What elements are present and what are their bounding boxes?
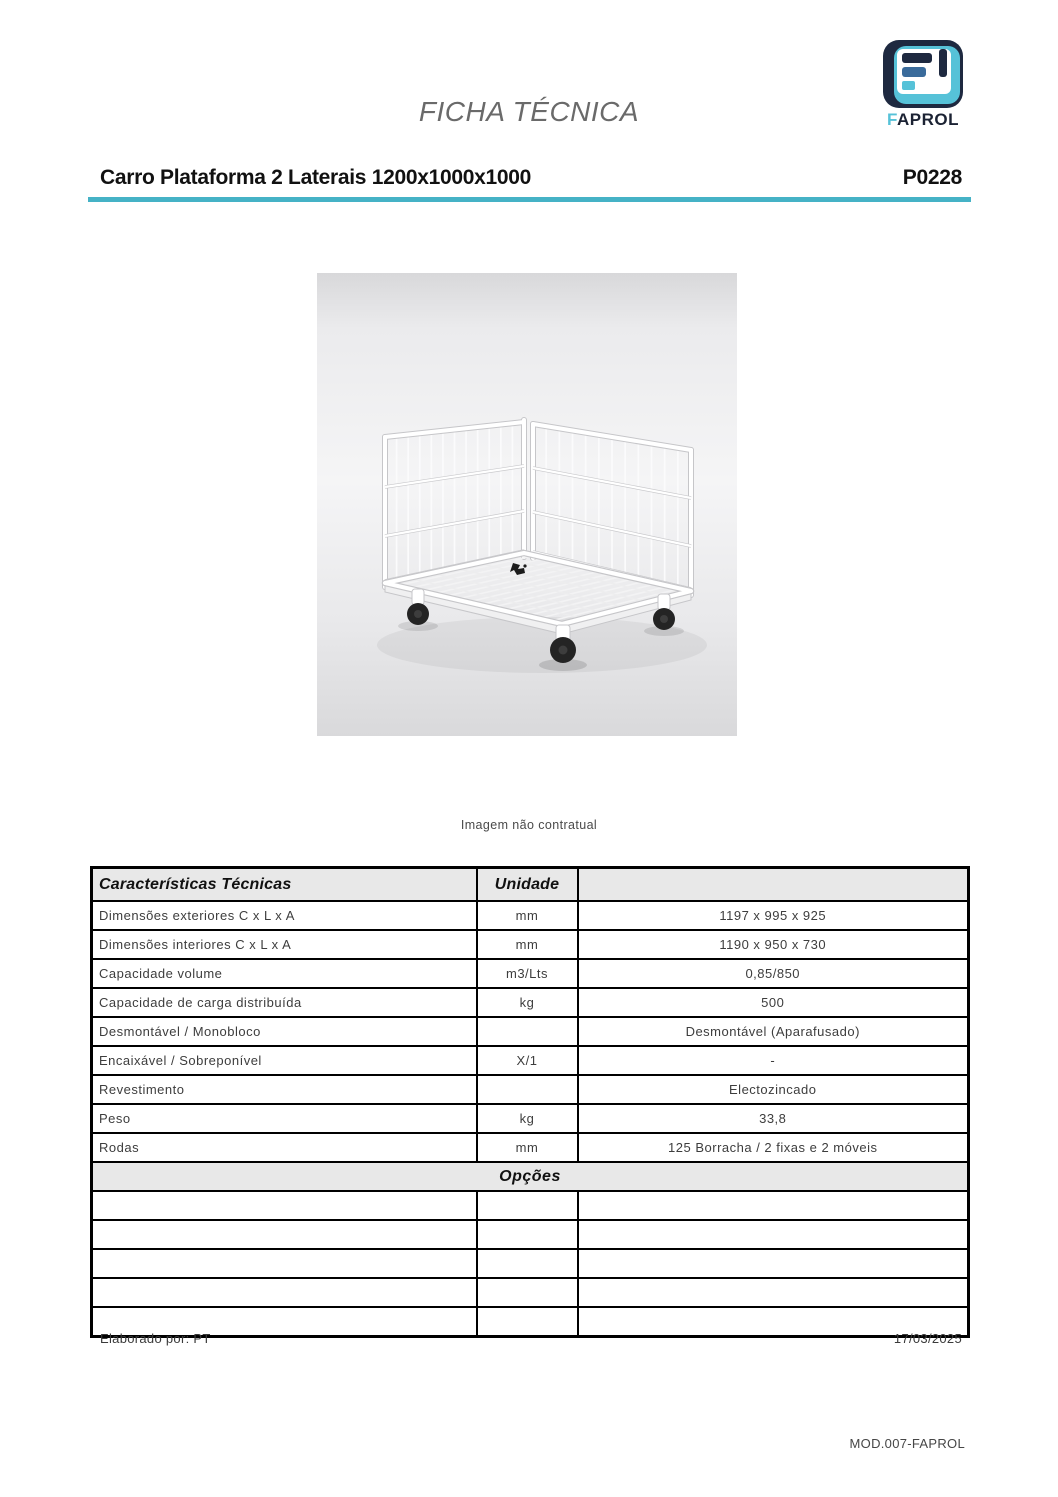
spec-row-value: 125 Borracha / 2 fixas e 2 móveis xyxy=(578,1133,969,1162)
spec-row-unit: mm xyxy=(477,930,578,959)
spec-row-label: Revestimento xyxy=(92,1075,477,1104)
image-caption: Imagem não contratual xyxy=(460,818,598,832)
empty-row xyxy=(92,1220,969,1249)
faprol-logo-icon xyxy=(883,40,963,108)
options-label: Opções xyxy=(92,1162,969,1191)
document-code: MOD.007-FAPROL xyxy=(849,1436,965,1451)
spec-table-body xyxy=(92,868,969,1337)
empty-row xyxy=(92,1278,969,1307)
spec-row-label: Desmontável / Monobloco xyxy=(92,1017,477,1046)
empty-cell xyxy=(92,1191,477,1220)
empty-cell xyxy=(578,1278,969,1307)
brand-rest: APROL xyxy=(896,110,959,129)
empty-cell xyxy=(92,1220,477,1249)
header-unit: Unidade xyxy=(477,868,578,902)
spec-row-unit xyxy=(477,1075,578,1104)
spec-row-unit: kg xyxy=(477,1104,578,1133)
spec-row-label: Capacidade volume xyxy=(92,959,477,988)
faprol-logo xyxy=(880,40,966,130)
header-value xyxy=(578,868,969,902)
spec-row-unit: mm xyxy=(477,901,578,930)
product-title-row xyxy=(100,166,962,190)
empty-cell xyxy=(578,1191,969,1220)
spec-row-unit: m3/Lts xyxy=(477,959,578,988)
brand-name xyxy=(880,110,966,130)
spec-row xyxy=(92,959,969,988)
empty-cell xyxy=(578,1249,969,1278)
spec-row-unit: X/1 xyxy=(477,1046,578,1075)
spec-row-label: Peso xyxy=(92,1104,477,1133)
spec-row xyxy=(92,988,969,1017)
spec-row-unit xyxy=(477,1017,578,1046)
document-date: 17/03/2025 xyxy=(893,1331,962,1346)
spec-row xyxy=(92,1133,969,1162)
empty-cell xyxy=(477,1278,578,1307)
empty-cell xyxy=(477,1249,578,1278)
spec-row xyxy=(92,1104,969,1133)
spec-row-value: 500 xyxy=(578,988,969,1017)
spec-row-value: Desmontável (Aparafusado) xyxy=(578,1017,969,1046)
empty-row xyxy=(92,1191,969,1220)
brand-letter-f: F xyxy=(887,110,897,129)
empty-row xyxy=(92,1307,969,1337)
spec-row-unit: mm xyxy=(477,1133,578,1162)
spec-table xyxy=(90,866,970,1338)
spec-row xyxy=(92,1046,969,1075)
spec-row-value: 1197 x 995 x 925 xyxy=(578,901,969,930)
spec-row xyxy=(92,901,969,930)
empty-row xyxy=(92,1249,969,1278)
empty-cell xyxy=(578,1220,969,1249)
spec-row xyxy=(92,930,969,959)
logo-inner-panel xyxy=(897,49,951,94)
spec-row-label: Dimensões exteriores C x L x A xyxy=(92,901,477,930)
spec-row-label: Capacidade de carga distribuída xyxy=(92,988,477,1017)
empty-cell xyxy=(477,1307,578,1337)
spec-row-value: 33,8 xyxy=(578,1104,969,1133)
logo-bar-square xyxy=(902,81,915,90)
logo-bar-top xyxy=(902,53,932,63)
logo-bar-vertical xyxy=(939,49,947,77)
spec-row-value: Electozincado xyxy=(578,1075,969,1104)
empty-cell xyxy=(477,1220,578,1249)
spec-row-label: Encaixável / Sobreponível xyxy=(92,1046,477,1075)
product-name: Carro Plataforma 2 Laterais 1200x1000x1000 xyxy=(100,166,532,189)
accent-divider xyxy=(88,197,971,202)
empty-cell xyxy=(92,1249,477,1278)
page-title: FICHA TÉCNICA xyxy=(418,96,640,127)
spec-row xyxy=(92,1017,969,1046)
spec-row-label: Dimensões interiores C x L x A xyxy=(92,930,477,959)
elaborated-by: Elaborado por: PT xyxy=(100,1331,211,1346)
empty-cell xyxy=(92,1278,477,1307)
header-characteristics: Características Técnicas xyxy=(92,868,477,902)
product-code: P0228 xyxy=(902,166,962,189)
logo-bar-middle xyxy=(902,67,926,77)
cart-illustration xyxy=(317,273,737,736)
spec-row-label: Rodas xyxy=(92,1133,477,1162)
spec-row-value: 1190 x 950 x 730 xyxy=(578,930,969,959)
table-header-row xyxy=(92,868,969,902)
spec-row-unit: kg xyxy=(477,988,578,1017)
empty-cell xyxy=(477,1191,578,1220)
options-row xyxy=(92,1162,969,1191)
spec-row xyxy=(92,1075,969,1104)
spec-row-value: 0,85/850 xyxy=(578,959,969,988)
product-image xyxy=(317,273,737,736)
spec-row-value: - xyxy=(578,1046,969,1075)
